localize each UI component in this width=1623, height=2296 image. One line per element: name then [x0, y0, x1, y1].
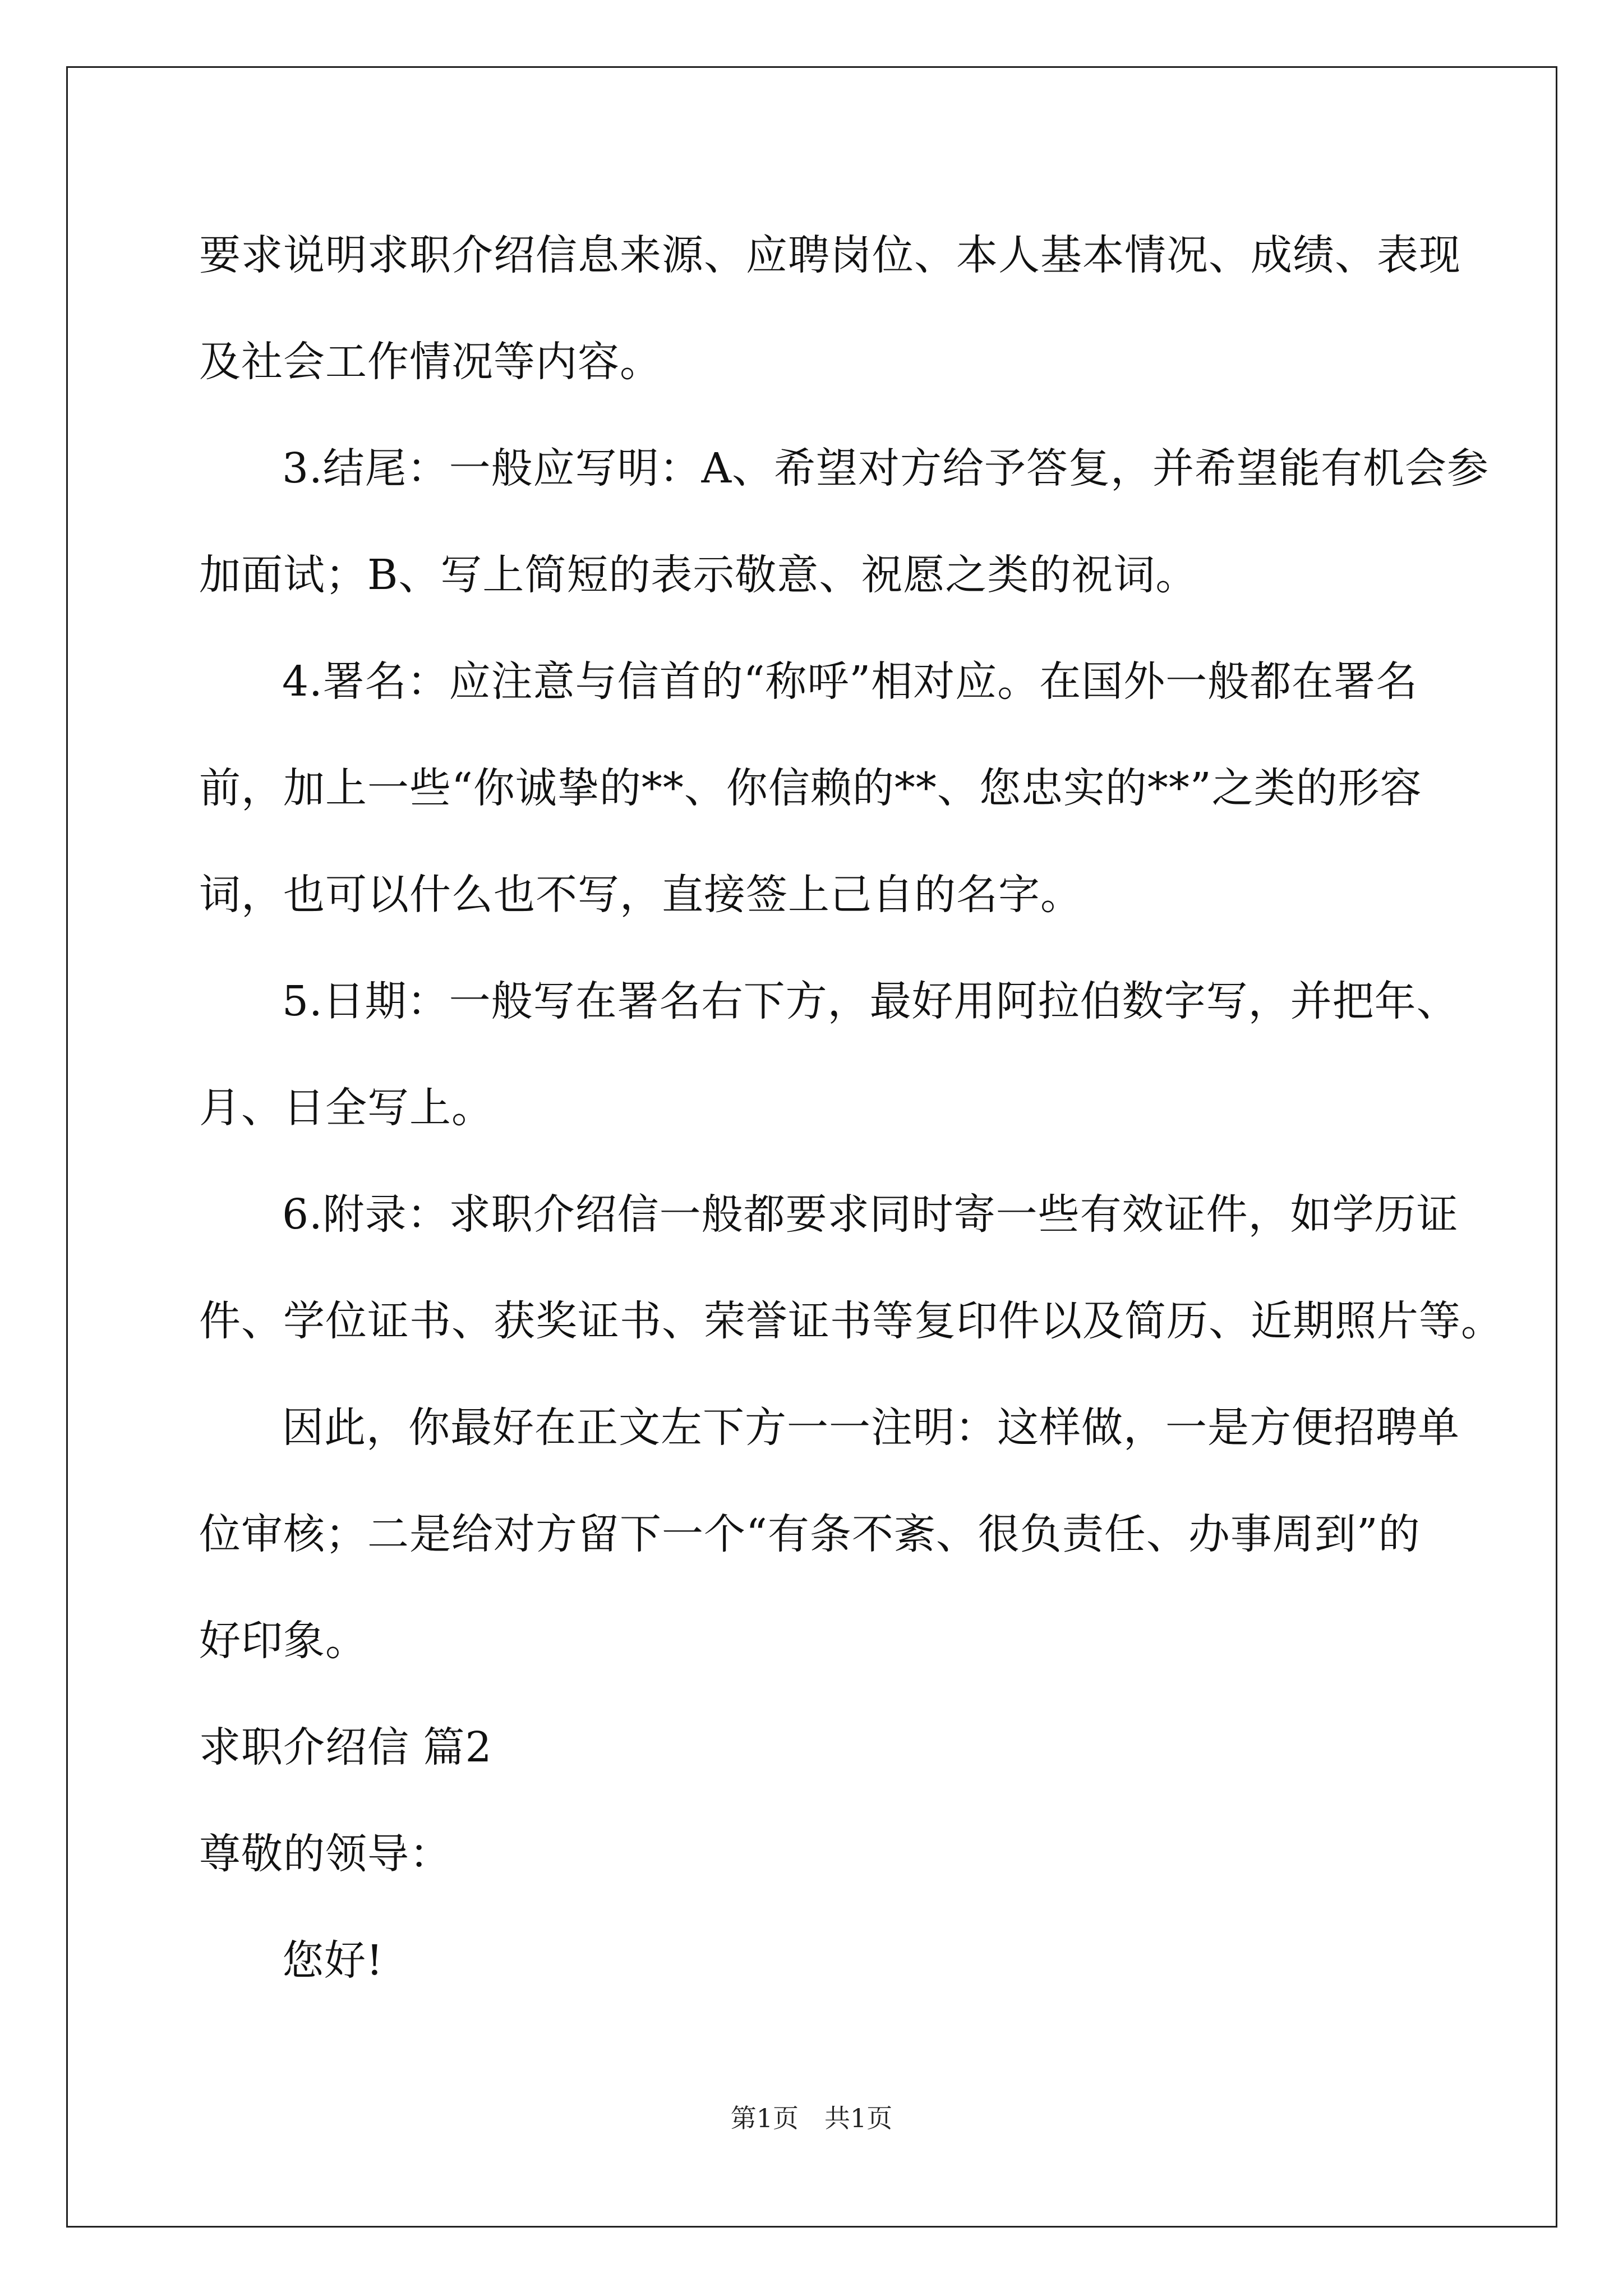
paragraph	[199, 415, 1490, 628]
greeting	[199, 1907, 1433, 2014]
text-line: 件、学位证书、获奖证书、荣誉证书等复印件以及简历、近期照片等。	[199, 1297, 1503, 1345]
text-line: 因此，你最好在正文左下方一一注明：这样做，一是方便招聘单	[282, 1404, 1460, 1452]
paragraph	[199, 1161, 1503, 1374]
paragraph	[199, 202, 1461, 415]
text-line: 加面试；B、写上简短的表示敬意、祝愿之类的祝词。	[199, 551, 1198, 599]
text-line: 月、日全写上。	[199, 1084, 494, 1132]
text-line: 词，也可以什么也不写，直接签上己自的名字。	[199, 871, 1082, 919]
text-line: 前，加上一些“你诚挚的**、你信赖的**、您忠实的**”之类的形容	[199, 764, 1422, 812]
paragraph	[199, 948, 1459, 1161]
salutation	[199, 1801, 1433, 1907]
text-line: 4.署名：应注意与信首的“称呼”相对应。在国外一般都在署名	[282, 657, 1418, 706]
text-line: 您好!	[282, 1936, 384, 1985]
page-footer: 第1页 共1页	[730, 2103, 893, 2133]
text-line: 要求说明求职介绍信息来源、应聘岗位、本人基本情况、成绩、表现	[199, 231, 1461, 279]
text-line: 求职介绍信 篇2	[199, 1723, 492, 1772]
paragraph	[199, 628, 1433, 948]
text-line: 6.附录：求职介绍信一般都要求同时寄一些有效证件，如学历证	[282, 1190, 1459, 1239]
text-line: 尊敬的领导：	[199, 1830, 451, 1878]
text-line: 5.日期：一般写在署名右下方，最好用阿拉伯数字写，并把年、	[282, 977, 1459, 1025]
section-heading	[199, 1694, 1433, 1801]
text-line: 及社会工作情况等内容。	[199, 338, 662, 386]
document-body	[199, 202, 1503, 2014]
text-line: 好印象。	[199, 1617, 367, 1665]
paragraph	[199, 1374, 1460, 1694]
text-line: 3.结尾：一般应写明：A、希望对方给予答复，并希望能有机会参	[282, 444, 1490, 493]
text-line: 位审核；二是给对方留下一个“有条不紊、很负责任、办事周到”的	[199, 1510, 1421, 1558]
